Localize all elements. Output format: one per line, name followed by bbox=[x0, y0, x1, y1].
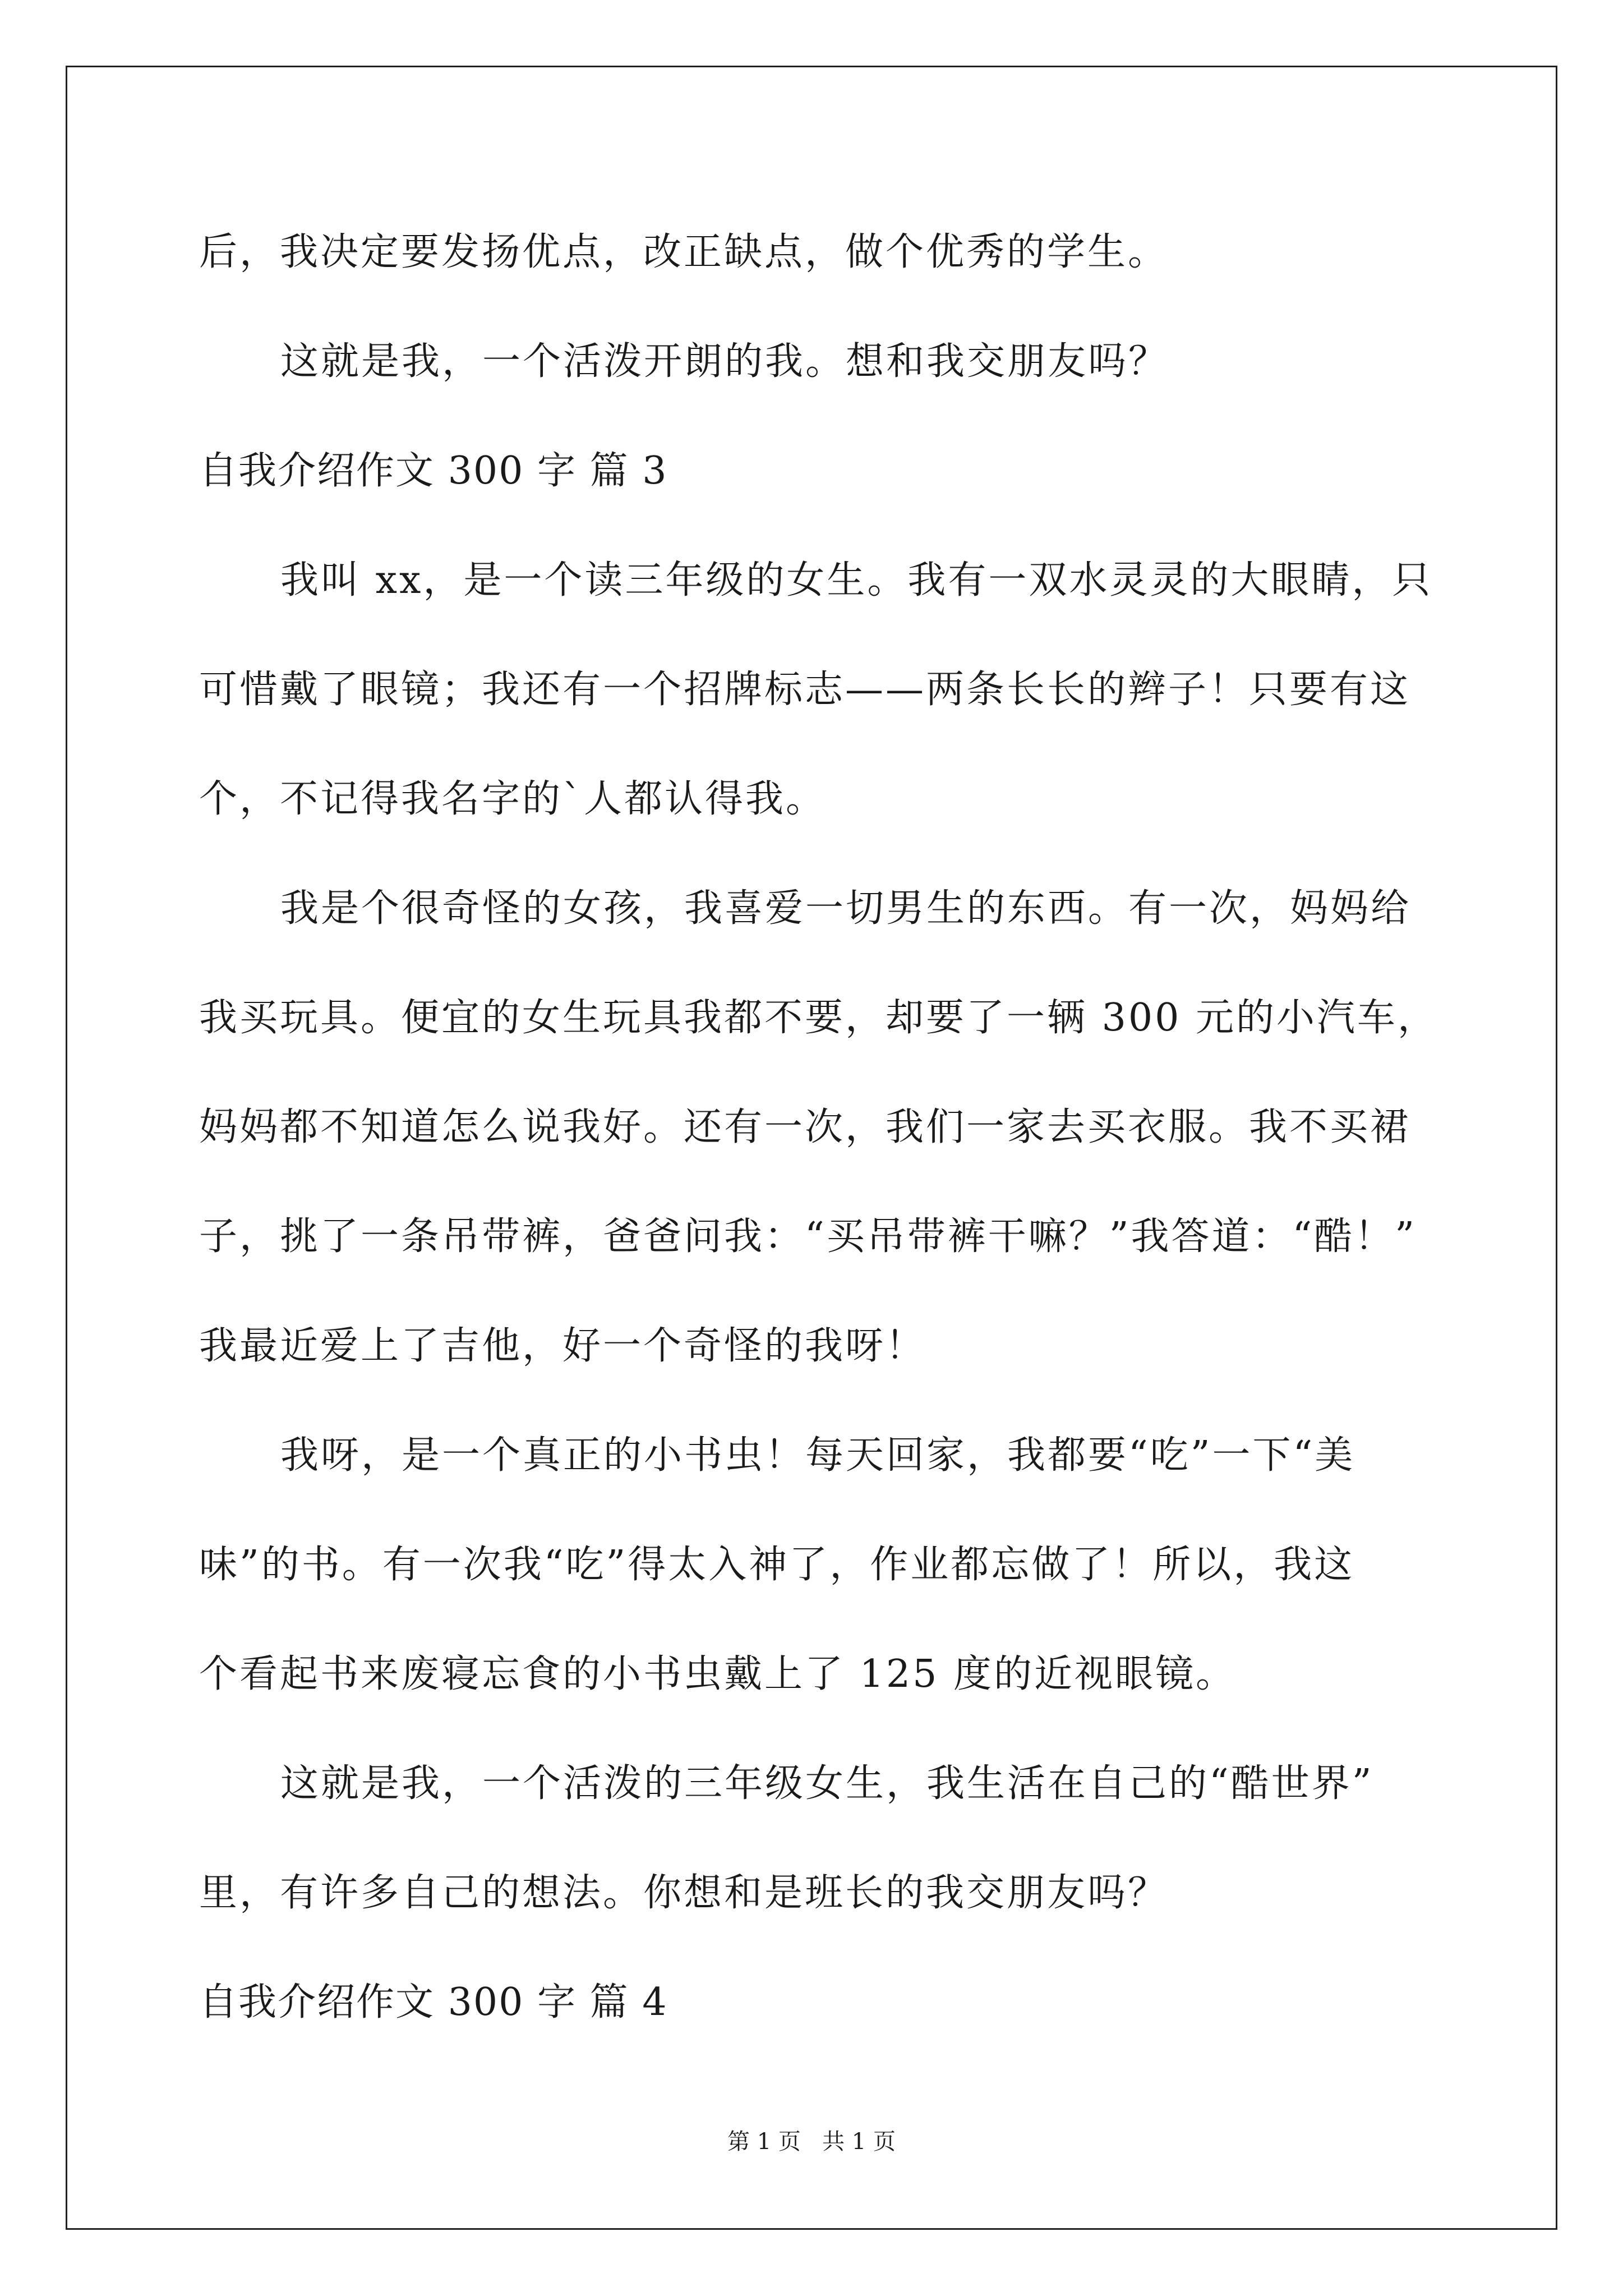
text-line: 个，不记得我名字的`人都认得我。 bbox=[199, 777, 827, 821]
section-heading: 自我介绍作文 300 字 篇 4 bbox=[199, 1980, 668, 2024]
text-line: 味”的书。有一次我“吃”得太入神了，作业都忘做了！所以，我这 bbox=[199, 1543, 1355, 1587]
text-line: 子，挑了一条吊带裤，爸爸问我：“买吊带裤干嘛？”我答道：“酷！” bbox=[199, 1214, 1417, 1259]
document-body bbox=[199, 216, 1438, 2076]
text-line: 妈妈都不知道怎么说我好。还有一次，我们一家去买衣服。我不买裙 bbox=[199, 1105, 1411, 1149]
text-line: 我最近爱上了吉他，好一个奇怪的我呀！ bbox=[199, 1324, 926, 1368]
text-line: 我叫 xx，是一个读三年级的女生。我有一双水灵灵的大眼睛，只 bbox=[280, 558, 1433, 602]
text-line: 我是个很奇怪的女孩，我喜爱一切男生的东西。有一次，妈妈给 bbox=[280, 886, 1412, 931]
page-footer: 第 1 页 共 1 页 bbox=[727, 2129, 896, 2155]
text-line: 后，我决定要发扬优点，改正缺点，做个优秀的学生。 bbox=[199, 230, 1169, 274]
text-line: 这就是我，一个活泼开朗的我。想和我交朋友吗？ bbox=[280, 339, 1169, 384]
text-line: 可惜戴了眼镜；我还有一个招牌标志——两条长长的辫子！只要有这 bbox=[199, 668, 1411, 712]
text-line: 我呀，是一个真正的小书虫！每天回家，我都要“吃”一下“美 bbox=[280, 1433, 1355, 1478]
text-line: 里，有许多自己的想法。你想和是班长的我交朋友吗？ bbox=[199, 1871, 1169, 1915]
text-line: 我买玩具。便宜的女生玩具我都不要，却要了一辆 300 元的小汽车， bbox=[199, 996, 1438, 1040]
text-line: 个看起书来废寝忘食的小书虫戴上了 125 度的近视眼镜。 bbox=[199, 1652, 1237, 1696]
section-heading: 自我介绍作文 300 字 篇 3 bbox=[199, 449, 668, 493]
text-line: 这就是我，一个活泼的三年级女生，我生活在自己的“酷世界” bbox=[280, 1761, 1374, 1806]
